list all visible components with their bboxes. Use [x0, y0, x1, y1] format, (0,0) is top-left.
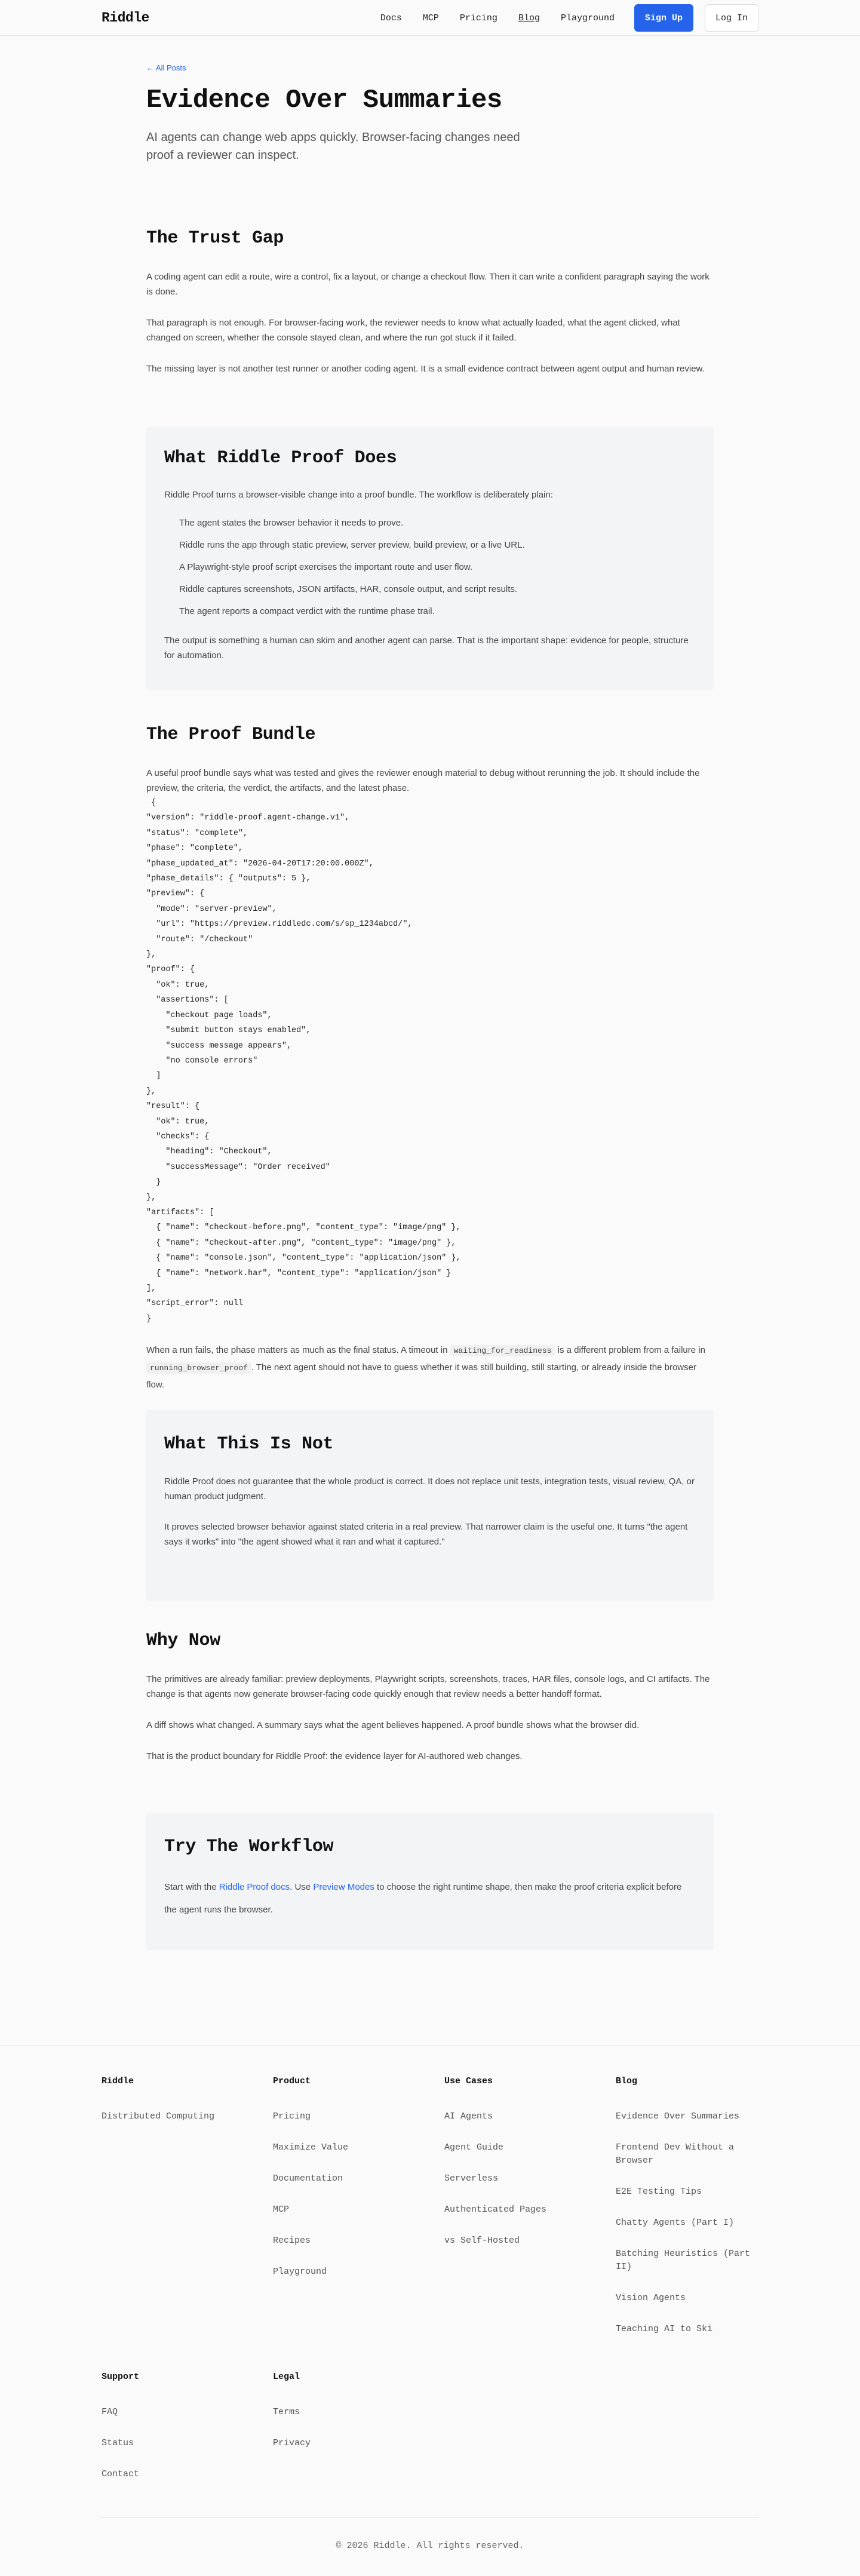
- code-line: "heading": "Checkout",: [146, 1147, 272, 1157]
- paragraph: The primitives are already familiar: preview deployments, Playwright scripts, screenshots, traces, HAR files, console logs, and CI artifacts. The change is that agents now generate browser-facing code quickly enough that review needs a better handoff format.: [146, 1674, 710, 1699]
- code-line: "preview": {: [146, 889, 205, 899]
- code-block: [146, 796, 714, 1327]
- code-line: "mode": "server-preview",: [146, 904, 277, 914]
- paragraph: Riddle Proof turns a browser-visible change into a proof bundle. The workflow is deliberately plain:: [164, 490, 553, 500]
- code-line: "artifacts": [: [146, 1208, 214, 1217]
- footer-col-riddle: [102, 2076, 214, 2123]
- code-line: "ok": true,: [146, 1117, 210, 1126]
- site-header: [0, 0, 860, 36]
- nav-playground[interactable]: Playground: [560, 13, 615, 23]
- nav-pricing[interactable]: Pricing: [459, 13, 497, 23]
- footer-link[interactable]: Distributed Computing: [102, 2111, 215, 2121]
- code-line: "status": "complete",: [146, 828, 248, 838]
- paragraph: The missing layer is not another test runner or another coding agent. It is a small evidence contract between agent output and human review.: [146, 364, 705, 374]
- nav-blog[interactable]: Blog: [518, 13, 540, 23]
- footer-heading: Use Cases: [444, 2076, 493, 2086]
- code-line: {: [146, 799, 156, 808]
- paragraph: [146, 1342, 714, 1393]
- footer-heading: Support: [102, 2372, 140, 2382]
- code-line: { "name": "console.json", "content_type": "application/json" },: [146, 1254, 461, 1263]
- code-line: }: [146, 1314, 152, 1324]
- article: [146, 36, 714, 2043]
- footer-col-product: [273, 2076, 348, 2279]
- footer-heading: Riddle: [102, 2076, 134, 2086]
- paragraph: A coding agent can edit a route, wire a control, fix a layout, or change a checkout flow. Then it can write a confident paragraph saying the work is done.: [146, 272, 710, 297]
- footer-col-blog: [616, 2076, 759, 2336]
- footer-link[interactable]: Documentation: [273, 2173, 343, 2184]
- paragraph: [164, 1876, 696, 1921]
- footer-links: [616, 2110, 759, 2336]
- footer-link[interactable]: Authenticated Pages: [444, 2205, 547, 2215]
- code-line: "checkout page loads",: [146, 1011, 272, 1020]
- paragraph: That is the product boundary for Riddle Proof: the evidence layer for AI-authored web changes.: [146, 1751, 523, 1761]
- list-item: Riddle captures screenshots, JSON artifacts, HAR, console output, and script results.: [179, 584, 518, 594]
- text-span: . Use: [290, 1882, 311, 1892]
- footer-link[interactable]: Agent Guide: [444, 2142, 504, 2153]
- code-line: { "name": "network.har", "content_type": "application/json" }: [146, 1269, 452, 1278]
- list-item: The agent states the browser behavior it needs to prove.: [179, 518, 404, 528]
- callout-what-it-does: [146, 427, 714, 690]
- copyright: © 2026 Riddle. All rights reserved.: [336, 2541, 524, 2551]
- login-button[interactable]: Log In: [705, 4, 758, 32]
- footer-link[interactable]: Frontend Dev Without a Browser: [616, 2142, 735, 2166]
- code-line: "no console errors": [146, 1056, 258, 1066]
- footer-links: [273, 2110, 348, 2279]
- paragraph: That paragraph is not enough. For browser-facing work, the reviewer needs to know what actually loaded, what the agent clicked, what changed on screen, whether the console stayed clean, and where the run got stuck if it failed.: [146, 318, 680, 343]
- code-line: "phase_updated_at": "2026-04-20T17:20:00.000Z",: [146, 859, 374, 868]
- paragraph: A diff shows what changed. A summary says what the agent believes happened. A proof bundle shows what the browser did.: [146, 1720, 640, 1730]
- footer-link[interactable]: Vision Agents: [616, 2293, 686, 2303]
- code-line: "version": "riddle-proof.agent-change.v1",: [146, 813, 350, 823]
- paragraph: It proves selected browser behavior against stated criteria in a real preview. That narrower claim is the useful one. It turns "the agent says it works" into "the agent showed what it ran and what it captured.": [164, 1522, 688, 1547]
- callout-what-this-is-not: [146, 1410, 714, 1601]
- footer-link[interactable]: Contact: [102, 2469, 140, 2479]
- section-proof-bundle: [146, 724, 714, 1393]
- footer-link[interactable]: Batching Heuristics (Part II): [616, 2249, 751, 2272]
- footer-link[interactable]: Maximize Value: [273, 2142, 349, 2153]
- footer-heading: Legal: [273, 2372, 300, 2382]
- code-line: "successMessage": "Order received": [146, 1162, 330, 1172]
- footer-link[interactable]: Pricing: [273, 2111, 311, 2121]
- footer-link[interactable]: Playground: [273, 2267, 327, 2277]
- site-footer: [0, 2046, 860, 2576]
- text-span: When a run fails, the phase matters as much as the final status. A timeout in: [146, 1345, 448, 1356]
- code-line: "phase": "complete",: [146, 844, 244, 853]
- heading-what-it-does: What Riddle Proof Does: [164, 448, 397, 468]
- callout-try-workflow: [146, 1813, 714, 1950]
- page-title: Evidence Over Summaries: [146, 85, 502, 115]
- heading-what-this-is-not: What This Is Not: [164, 1434, 334, 1454]
- footer-link[interactable]: Privacy: [273, 2438, 311, 2448]
- code-line: "script_error": null: [146, 1299, 244, 1309]
- nav-docs[interactable]: Docs: [380, 13, 402, 23]
- footer-link[interactable]: vs Self-Hosted: [444, 2236, 520, 2246]
- footer-links: [444, 2110, 546, 2248]
- footer-link[interactable]: MCP: [273, 2205, 290, 2215]
- preview-modes-link[interactable]: Preview Modes: [313, 1882, 374, 1892]
- heading-try-workflow: Try The Workflow: [164, 1837, 334, 1857]
- footer-link[interactable]: Status: [102, 2438, 134, 2448]
- code-line: "route": "/checkout": [146, 935, 253, 944]
- code-line: "url": "https://preview.riddledc.com/s/sp_1234abcd/",: [146, 920, 413, 929]
- code-line: "assertions": [: [146, 996, 229, 1005]
- code-line: ]: [146, 1071, 161, 1081]
- footer-link[interactable]: Terms: [273, 2407, 300, 2417]
- footer-link[interactable]: Teaching AI to Ski: [616, 2324, 713, 2334]
- code-line: "proof": {: [146, 965, 195, 975]
- paragraph: The output is something a human can skim and another agent can parse. That is the important shape: evidence for people, structure for automation.: [164, 635, 689, 661]
- footer-col-use-cases: [444, 2076, 546, 2248]
- footer-col-support: [102, 2372, 139, 2481]
- footer-heading: Product: [273, 2076, 311, 2086]
- list-item: A Playwright-style proof script exercises the important route and user flow.: [179, 562, 473, 572]
- code-line: },: [146, 950, 156, 960]
- footer-link[interactable]: Serverless: [444, 2173, 499, 2184]
- code-line: { "name": "checkout-before.png", "content_type": "image/png" },: [146, 1223, 461, 1233]
- heading-proof-bundle: The Proof Bundle: [146, 724, 316, 745]
- code-line: "result": {: [146, 1102, 200, 1112]
- list-item: Riddle runs the app through static preview, server preview, build preview, or a live URL.: [179, 540, 525, 550]
- footer-link[interactable]: AI Agents: [444, 2111, 493, 2121]
- paragraph: Riddle Proof does not guarantee that the whole product is correct. It does not replace unit tests, integration tests, visual review, QA, or human product judgment.: [164, 1476, 695, 1502]
- footer-link[interactable]: Recipes: [273, 2236, 311, 2246]
- inline-code: waiting_for_readiness: [450, 1345, 555, 1356]
- list-item: The agent reports a compact verdict with the runtime phase trail.: [179, 606, 435, 616]
- riddle-proof-docs-link[interactable]: Riddle Proof docs: [219, 1882, 290, 1892]
- footer-link[interactable]: Chatty Agents (Part I): [616, 2218, 735, 2228]
- inline-code: running_browser_proof: [146, 1362, 251, 1374]
- footer-link[interactable]: FAQ: [102, 2407, 118, 2417]
- workflow-list: [164, 512, 696, 622]
- text-span: to choose the right runtime shape, then make the proof criteria explicit before the agent runs the browser.: [164, 1882, 682, 1915]
- code-line: ],: [146, 1284, 156, 1293]
- main-nav: [360, 4, 758, 32]
- code-line: "checks": {: [146, 1132, 210, 1141]
- section-trust-gap: [146, 228, 714, 376]
- footer-links: [102, 2110, 214, 2123]
- code-line: },: [146, 1086, 156, 1096]
- code-line: },: [146, 1193, 156, 1202]
- footer-links: [273, 2406, 311, 2450]
- footer-heading: Blog: [616, 2076, 638, 2086]
- section-why-now: [146, 1631, 714, 1764]
- paragraph: A useful proof bundle says what was tested and gives the reviewer enough material to debug without rerunning the job. It should include the preview, the criteria, the verdict, the artifacts, and the latest phase.: [146, 768, 700, 793]
- code-line: "success message appears",: [146, 1041, 292, 1051]
- footer-link[interactable]: E2E Testing Tips: [616, 2187, 702, 2197]
- site-logo[interactable]: Riddle: [102, 10, 149, 26]
- code-line: }: [146, 1178, 161, 1187]
- code-line: "phase_details": { "outputs": 5 },: [146, 874, 311, 884]
- footer-col-legal: [273, 2372, 311, 2450]
- footer-link[interactable]: Evidence Over Summaries: [616, 2111, 740, 2121]
- code-line: "submit button stays enabled",: [146, 1026, 311, 1036]
- heading-trust-gap: The Trust Gap: [146, 228, 284, 248]
- text-span: is a different problem from a failure in: [557, 1345, 705, 1356]
- back-to-posts-link[interactable]: ← All Posts: [146, 63, 186, 72]
- code-line: "ok": true,: [146, 980, 210, 990]
- heading-why-now: Why Now: [146, 1631, 220, 1651]
- footer-links: [102, 2406, 139, 2481]
- nav-mcp[interactable]: MCP: [422, 13, 439, 23]
- code-line: { "name": "checkout-after.png", "content_type": "image/png" },: [146, 1238, 456, 1248]
- signup-button[interactable]: Sign Up: [634, 4, 693, 32]
- text-span: . The next agent should not have to guess whether it was still building, still starting, or already inside the browser flow.: [146, 1362, 696, 1390]
- page-subtitle: AI agents can change web apps quickly. Browser-facing changes need proof a reviewer can inspect.: [146, 131, 520, 162]
- text-span: Start with the: [164, 1882, 217, 1892]
